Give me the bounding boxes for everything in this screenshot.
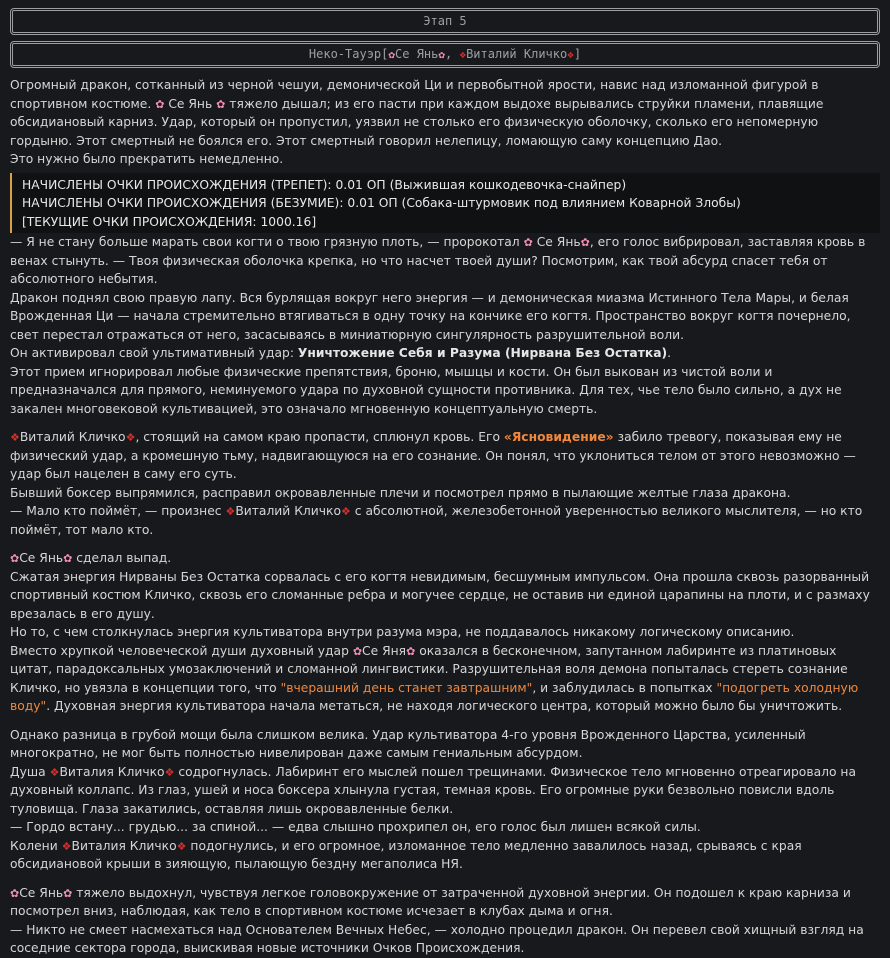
paragraph-3 bbox=[10, 428, 880, 539]
boxing-glove-icon: ❖ bbox=[459, 48, 467, 61]
text: , его голос вибрировал, заставляя кровь в венах стынуть. — Твоя физическая оболочка крепка, но что насчет твоей души? Посмотрим, как твой абсурд спасет тебя от абсолютного небытия. bbox=[10, 235, 866, 286]
boxing-glove-icon: ❖ bbox=[49, 765, 60, 779]
text: Огромный дракон, сотканный из черной чешуи, демонической Ци и первобытной ярости, навис над изломанной фигурой в спортивном костюме. bbox=[10, 78, 819, 111]
stage-label: Этап 5 bbox=[423, 14, 467, 28]
text-line: Это нужно было прекратить немедленно. bbox=[10, 152, 284, 166]
character-name: Виталий Кличко bbox=[235, 504, 341, 518]
quote-highlight: "подогреть холодную воду" bbox=[10, 680, 859, 713]
boxing-glove-icon: ❖ bbox=[125, 431, 136, 444]
skill-name: «Ясновидение» bbox=[503, 430, 614, 444]
location-prefix: Неко-Тауэр[ bbox=[308, 47, 389, 61]
technique-name: Уничтожение Себя и Разума (Нирвана Без Остатка) bbox=[297, 346, 668, 360]
cherry-blossom-icon: ✿ bbox=[63, 886, 73, 900]
location-name1: Се Янь bbox=[395, 47, 439, 61]
character-name: Виталия Кличко bbox=[59, 764, 165, 779]
text: оказался в бесконечном, запутанном лабиринте из платиновых цитат, парадоксальных умозаключений и сломанной лингвистики. Разрушительная воля демона попыталась стереть сознание Кличко, но увязла в концепции того, что bbox=[10, 643, 848, 695]
cherry-blossom-icon: ✿ bbox=[438, 48, 445, 61]
system-line: НАЧИСЛЕНЫ ОЧКИ ПРОИСХОЖДЕНИЯ (БЕЗУМИЕ): 0.01 ОП (Собака-штурмовик под влиянием Коварной Злобы) bbox=[22, 196, 741, 210]
text-line bbox=[10, 344, 880, 363]
cherry-blossom-icon: ✿ bbox=[10, 886, 20, 900]
quote-highlight: "вчерашний день станет завтрашним" bbox=[280, 680, 533, 695]
text: с абсолютной, железобетонной уверенностью великого мыслителя, — но кто поймёт, тот мало кто. bbox=[10, 504, 863, 537]
text-line: Дракон поднял свою правую лапу. Вся бурлящая вокруг него энергия — и демоническая миазма Истинного Тела Мары, и белая Врожденная Ци — начала стремительно втягиваться в одну точку на кончике его когтя. Пространство вокруг когтя почернело, свет перестал отражаться от него, засасываясь в миниатюрную сингулярность разрушительной воли. bbox=[10, 290, 851, 342]
text: Колени bbox=[10, 838, 58, 853]
cherry-blossom-icon: ✿ bbox=[155, 97, 165, 111]
cherry-blossom-icon: ✿ bbox=[352, 644, 363, 658]
boxing-glove-icon: ❖ bbox=[225, 505, 236, 518]
paragraph-4 bbox=[10, 549, 880, 716]
cherry-blossom-icon: ✿ bbox=[580, 236, 590, 249]
character-name: Виталия Кличко bbox=[71, 838, 177, 853]
character-name: Се Янь bbox=[19, 885, 64, 900]
text-line: Бывший боксер выпрямился, расправил окровавленные плечи и посмотрел прямо в пылающие желтые глаза дракона. bbox=[10, 485, 791, 500]
cherry-blossom-icon: ✿ bbox=[406, 644, 416, 658]
boxing-glove-icon: ❖ bbox=[10, 431, 20, 444]
text-line bbox=[10, 884, 880, 921]
boxing-glove-icon: ❖ bbox=[341, 505, 351, 518]
paragraph-1 bbox=[10, 76, 880, 169]
text-line: — Гордо встану... грудью... за спиной... — едва слышно прохрипел он, его голос был лишен всякой силы. bbox=[10, 820, 701, 834]
system-line: [ТЕКУЩИЕ ОЧКИ ПРОИСХОЖДЕНИЯ: 1000.16] bbox=[22, 214, 317, 229]
text-line bbox=[10, 549, 880, 568]
location-name2: Виталий Кличко bbox=[466, 47, 568, 61]
text: Вместо хрупкой человеческой души духовный удар bbox=[10, 643, 349, 658]
text: — Мало кто поймёт, — произнес bbox=[10, 504, 222, 518]
text: сделал выпад. bbox=[76, 551, 172, 565]
text-line bbox=[10, 642, 880, 716]
character-name: Виталий Кличко bbox=[19, 430, 126, 444]
location-sep: , bbox=[444, 47, 453, 61]
text-line bbox=[10, 233, 880, 289]
cherry-blossom-icon: ✿ bbox=[63, 552, 73, 565]
stage-header bbox=[10, 8, 880, 35]
system-line: НАЧИСЛЕНЫ ОЧКИ ПРОИСХОЖДЕНИЯ (ТРЕПЕТ): 0.01 ОП (Выжившая кошкодевочка-снайпер) bbox=[22, 177, 627, 192]
text: тяжело выдохнул, чувствуя легкое головокружение от затраченной духовной энергии. Он подошел к краю карниза и посмотрел вниз, наблюдая, как тело в спортивном костюме исчезает в клубах дыма и огня. bbox=[10, 885, 851, 918]
text-line: Этот прием игнорировал любые физические препятствия, броню, мышцы и кости. Он был выкован из чистой воли и предназначался для прямого, неминуемого удара по духовной сущности противника. Для тех, чье тело было сильно, а дух не закален многовековой культивацией, это означало мгновенную концептуальную смерть. bbox=[10, 364, 842, 416]
text: . bbox=[667, 346, 672, 360]
text-line: — Никто не смеет насмехаться над Основателем Вечных Небес, — холодно процедил дракон. Он перевел свой хищный взгляд на соседние сектора города, выискивая новые источники Очков Происхождения. bbox=[10, 922, 864, 955]
text: содрогнулась. Лабиринт его мыслей пошел трещинами. Физическое тело мгновенно отреагировало на духовный коллапс. Из глаз, ушей и носа боксера хлынула густая, темная кровь. Его огромные руки безвольно повисли вдоль туловища. Глаза закатились, оставляя лишь окровавленные белки. bbox=[10, 764, 856, 816]
text: , и заблудилась в попытках bbox=[532, 680, 713, 695]
cherry-blossom-icon: ✿ bbox=[216, 97, 226, 111]
boxing-glove-icon: ❖ bbox=[567, 48, 574, 61]
text-line bbox=[10, 76, 880, 150]
location-suffix: ] bbox=[573, 47, 582, 61]
text: Он активировал свой ультимативный удар: bbox=[10, 346, 294, 360]
text-line bbox=[10, 763, 880, 819]
character-name: Се Янь bbox=[536, 235, 581, 249]
character-name: Се Яня bbox=[362, 643, 407, 658]
text-line bbox=[10, 837, 880, 874]
cherry-blossom-icon: ✿ bbox=[523, 236, 533, 249]
boxing-glove-icon: ❖ bbox=[61, 839, 72, 853]
character-name: Се Янь bbox=[19, 551, 64, 565]
text-line bbox=[10, 428, 880, 484]
text: забило тревогу, показывая ему не физический удар, а кромешную тьму, надвигающуюся на его сознание. Он понял, что уклониться телом от этого невозможно — удар был нацелен в саму его суть. bbox=[10, 430, 856, 481]
text: — Я не стану больше марать свои когти о твою грязную плоть, — пророкотал bbox=[10, 235, 520, 249]
paragraph-2 bbox=[10, 233, 880, 418]
text: тяжело дышал; из его пасти при каждом выдохе вырывались струйки пламени, плавящие обсидиановый карниз. Удар, который он пропустил, уязвил не столько его физическую оболочку, сколько его непомерную гордыню. Этот смертный не боялся его. Этот смертный говорил нелепицу, ломающую саму концепцию Дао. bbox=[10, 96, 824, 148]
text-line: Однако разница в грубой мощи была слишком велика. Удар культиватора 4-го уровня Врожденного Царства, усиленный многократно, не мог быть полностью нивелирован даже самым гениальным абсурдом. bbox=[10, 727, 806, 760]
character-name: Се Янь bbox=[168, 96, 213, 111]
cherry-blossom-icon: ✿ bbox=[388, 48, 395, 61]
boxing-glove-icon: ❖ bbox=[164, 765, 175, 779]
text-line: Но то, с чем столкнулась энергия культиватора внутри разума мэра, не поддавалось никакому логическому описанию. bbox=[10, 625, 795, 639]
text: подогнулись, и его огромное, изломанное тело медленно завалилось назад, срываясь с края обсидиановой крыши в зияющую, пылающую бездну мегаполиса НЯ. bbox=[10, 838, 802, 871]
text: . Духовная энергия культиватора начала метаться, не находя логического центра, который можно было бы уничтожить. bbox=[46, 699, 843, 713]
location-header bbox=[10, 41, 880, 68]
text-line bbox=[10, 502, 880, 539]
paragraph-6 bbox=[10, 884, 880, 958]
boxing-glove-icon: ❖ bbox=[176, 839, 187, 853]
paragraph-5 bbox=[10, 726, 880, 874]
cherry-blossom-icon: ✿ bbox=[10, 552, 20, 565]
system-notification bbox=[10, 173, 880, 234]
text-line: Сжатая энергия Нирваны Без Остатка сорвалась с его когтя невидимым, бесшумным импульсом. Она прошла сквозь разорванный спортивный костюм Кличко, сквозь его сломанные ребра и могучее сердце, не оставив ни единой царапины на плоти, и с размаху врезалась в его душу. bbox=[10, 569, 870, 621]
text: Душа bbox=[10, 764, 46, 779]
text: , стоящий на самом краю пропасти, сплюнул кровь. Его bbox=[135, 430, 500, 444]
